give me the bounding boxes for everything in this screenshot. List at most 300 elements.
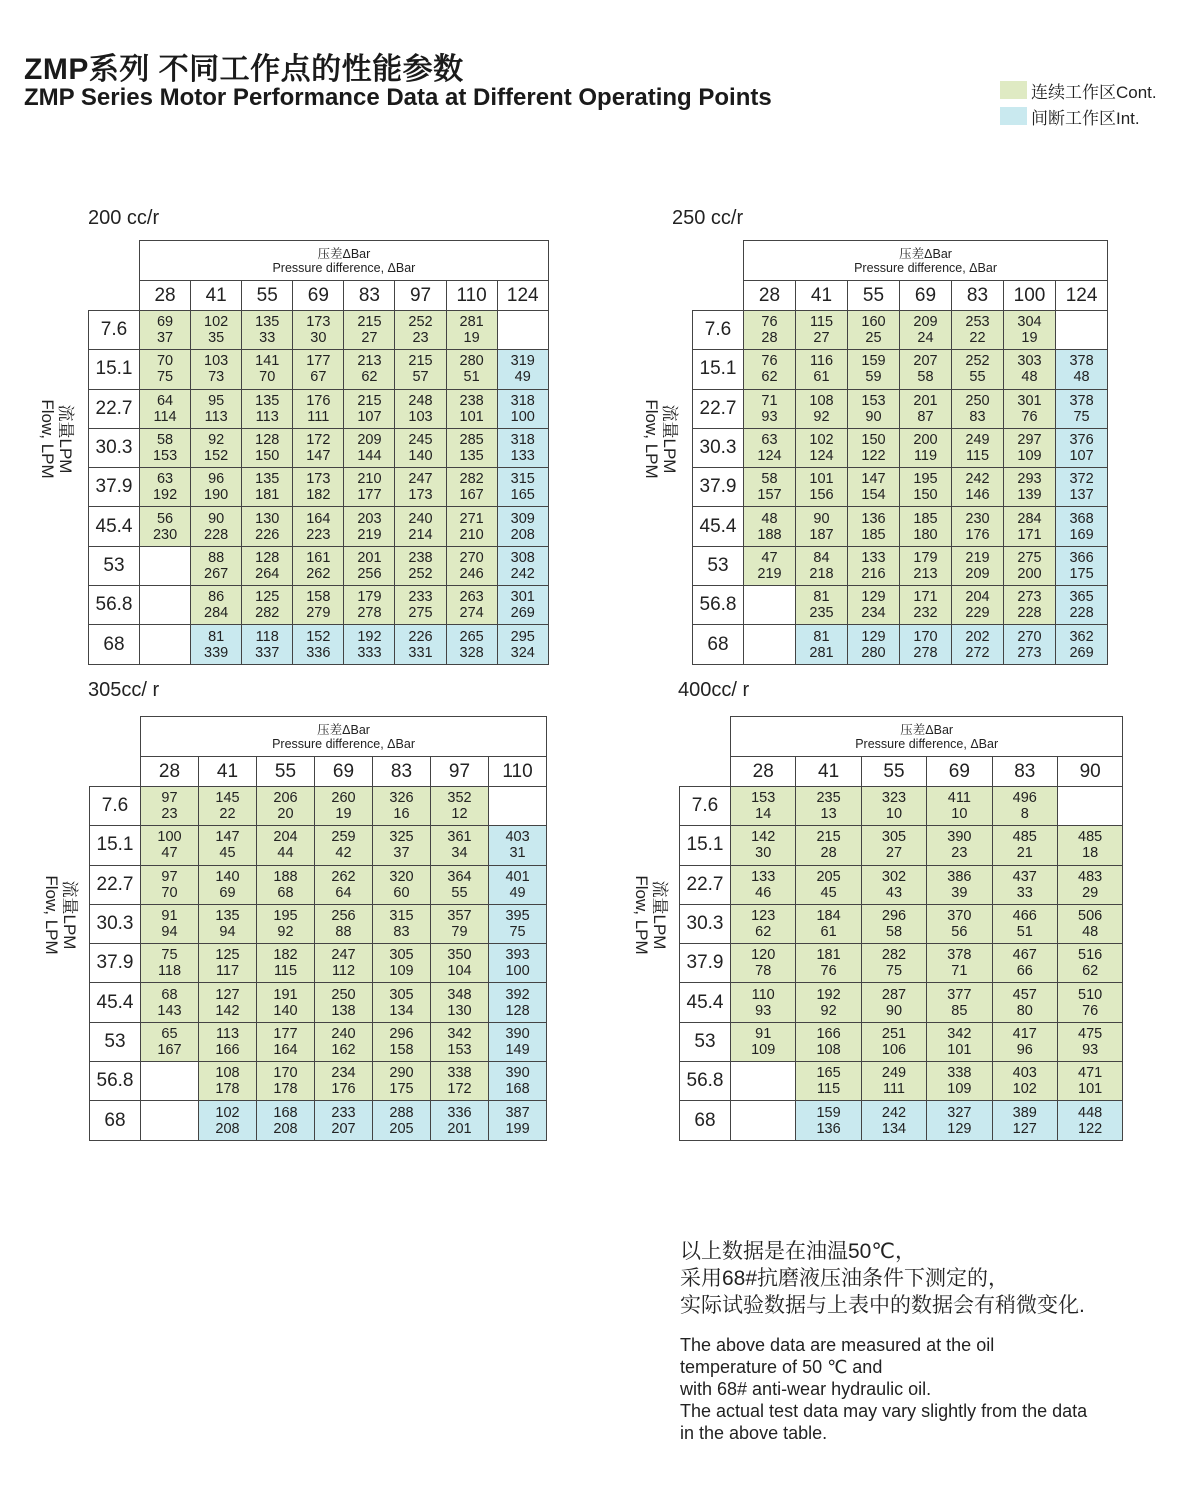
torque-value: 153 — [447, 1041, 472, 1058]
torque-value: 262 — [306, 565, 331, 582]
speed-value: 305 — [389, 947, 414, 964]
flow-value: 7.6 — [89, 311, 140, 350]
speed-value: 133 — [751, 868, 776, 885]
data-cell-cont — [257, 826, 315, 865]
data-cell-cont — [395, 586, 446, 625]
data-cell-cont — [431, 826, 489, 865]
speed-value: 368 — [1069, 510, 1094, 527]
speed-value: 467 — [1012, 947, 1037, 964]
speed-value: 204 — [273, 829, 298, 846]
speed-value: 102 — [809, 432, 834, 449]
speed-value: 179 — [357, 589, 382, 606]
torque-value: 229 — [965, 605, 990, 622]
speed-value: 248 — [408, 392, 433, 409]
speed-value: 128 — [255, 432, 280, 449]
speed-value: 206 — [273, 790, 298, 807]
flow-axis-label — [630, 845, 670, 985]
torque-value: 187 — [809, 526, 834, 543]
speed-value: 88 — [208, 549, 225, 566]
performance-table — [692, 240, 1108, 665]
speed-value: 357 — [447, 908, 472, 925]
torque-value: 178 — [273, 1081, 298, 1098]
torque-value: 175 — [1069, 565, 1094, 582]
speed-value: 250 — [965, 392, 990, 409]
data-cell-cont — [199, 1062, 257, 1101]
speed-value: 496 — [1012, 790, 1037, 807]
data-cell-int — [848, 625, 900, 664]
empty-cell — [497, 311, 548, 350]
data-cell-cont — [900, 586, 952, 625]
data-cell-cont — [373, 826, 431, 865]
flow-value: 30.3 — [89, 428, 140, 467]
data-cell-cont — [257, 904, 315, 943]
torque-value: 19 — [463, 330, 480, 347]
speed-value: 153 — [861, 392, 886, 409]
torque-value: 235 — [809, 605, 834, 622]
data-cell-cont — [191, 350, 242, 389]
data-cell-cont — [257, 865, 315, 904]
empty-cell — [141, 1101, 199, 1140]
torque-value: 90 — [865, 408, 882, 425]
speed-value: 101 — [809, 471, 834, 488]
speed-value: 290 — [389, 1065, 414, 1082]
torque-value: 92 — [813, 408, 830, 425]
speed-value: 411 — [947, 790, 971, 807]
torque-value: 31 — [509, 845, 526, 862]
torque-value: 328 — [459, 644, 484, 661]
torque-value: 115 — [273, 963, 298, 980]
data-cell-cont — [796, 428, 848, 467]
data-cell-cont — [1004, 468, 1056, 507]
header-row-pressures — [89, 281, 549, 311]
flow-value: 30.3 — [90, 904, 141, 943]
torque-value: 175 — [389, 1081, 414, 1098]
torque-value: 27 — [813, 330, 830, 347]
torque-value: 93 — [755, 1002, 772, 1019]
data-cell-cont — [731, 904, 796, 943]
data-cell-cont — [431, 1062, 489, 1101]
pressure-value: 83 — [952, 281, 1004, 311]
speed-value: 213 — [357, 353, 382, 370]
table-row — [90, 826, 547, 865]
flow-label-cn: 流量LPM — [60, 880, 79, 950]
data-cell-cont — [992, 787, 1057, 826]
torque-value: 143 — [157, 1002, 182, 1019]
empty-cell — [140, 625, 191, 664]
speed-value: 280 — [459, 353, 484, 370]
torque-value: 156 — [809, 487, 834, 504]
torque-value: 111 — [307, 408, 330, 425]
speed-value: 265 — [459, 628, 484, 645]
torque-value: 234 — [861, 605, 886, 622]
data-cell-int — [992, 1101, 1057, 1140]
torque-value: 134 — [389, 1002, 414, 1019]
performance-table — [679, 716, 1123, 1141]
torque-value: 34 — [451, 845, 468, 862]
speed-value: 97 — [161, 868, 178, 885]
speed-value: 342 — [447, 1025, 472, 1042]
speed-value: 238 — [459, 392, 484, 409]
torque-value: 70 — [259, 369, 276, 386]
data-cell-cont — [992, 944, 1057, 983]
pressure-value: 90 — [1057, 757, 1122, 787]
speed-value: 263 — [459, 589, 484, 606]
data-cell-cont — [1057, 865, 1122, 904]
flow-value: 45.4 — [89, 507, 140, 546]
header-corner — [693, 241, 744, 281]
torque-value: 188 — [757, 526, 782, 543]
flow-value: 45.4 — [680, 983, 731, 1022]
data-cell-int — [489, 865, 547, 904]
torque-value: 228 — [1017, 605, 1042, 622]
pressure-value: 41 — [796, 757, 861, 787]
data-cell-cont — [344, 507, 395, 546]
note-cn-line: 以上数据是在油温50℃， — [680, 1240, 916, 1263]
speed-value: 483 — [1078, 868, 1103, 885]
speed-value: 150 — [861, 432, 886, 449]
speed-value: 366 — [1069, 549, 1094, 566]
torque-value: 252 — [408, 565, 433, 582]
note-cn-line: 采用68#抗磨液压油条件下测定的， — [680, 1267, 1010, 1290]
speed-value: 75 — [161, 947, 178, 964]
data-cell-cont — [1004, 507, 1056, 546]
flow-value: 68 — [680, 1101, 731, 1140]
data-cell-cont — [395, 350, 446, 389]
data-cell-int — [861, 1101, 926, 1140]
speed-value: 100 — [157, 829, 182, 846]
speed-value: 160 — [861, 314, 886, 331]
speed-value: 69 — [156, 314, 174, 331]
data-cell-cont — [191, 311, 242, 350]
torque-value: 62 — [1082, 963, 1099, 980]
speed-value: 320 — [389, 868, 414, 885]
speed-value: 115 — [809, 314, 834, 331]
data-cell-cont — [257, 983, 315, 1022]
speed-value: 275 — [1017, 549, 1042, 566]
torque-value: 190 — [204, 487, 229, 504]
torque-value: 269 — [510, 605, 535, 622]
flow-axis-label-text — [42, 875, 78, 954]
speed-value: 282 — [459, 471, 484, 488]
flow-value: 22.7 — [680, 865, 731, 904]
speed-value: 338 — [947, 1065, 972, 1082]
data-cell-cont — [796, 904, 861, 943]
data-cell-cont — [199, 865, 257, 904]
speed-value: 170 — [273, 1065, 298, 1082]
data-cell-cont — [992, 983, 1057, 1022]
data-cell-cont — [141, 944, 199, 983]
torque-value: 75 — [509, 924, 526, 941]
data-cell-int — [497, 468, 548, 507]
torque-value: 273 — [1017, 644, 1042, 661]
table-title: 250 cc/r — [672, 207, 744, 229]
header-corner — [90, 717, 141, 757]
torque-value: 333 — [357, 644, 382, 661]
data-cell-cont — [861, 826, 926, 865]
speed-value: 350 — [447, 947, 472, 964]
torque-value: 136 — [816, 1120, 841, 1137]
header-row-pressures — [90, 757, 547, 787]
speed-value: 76 — [761, 314, 778, 331]
speed-value: 135 — [255, 471, 280, 488]
empty-cell — [489, 787, 547, 826]
data-cell-cont — [446, 586, 497, 625]
data-cell-cont — [1057, 983, 1122, 1022]
speed-value: 393 — [505, 947, 530, 964]
pressure-label-cn: 压差ΔBar — [317, 722, 370, 737]
torque-value: 20 — [277, 806, 294, 823]
torque-value: 208 — [215, 1120, 240, 1137]
table-row — [90, 1062, 547, 1101]
speed-value: 207 — [913, 353, 938, 370]
torque-value: 167 — [459, 487, 484, 504]
speed-value: 315 — [510, 471, 535, 488]
torque-value: 137 — [1069, 487, 1094, 504]
speed-value: 103 — [204, 353, 229, 370]
data-cell-cont — [927, 1062, 992, 1101]
speed-value: 448 — [1078, 1104, 1103, 1121]
pressure-value: 55 — [848, 281, 900, 311]
speed-value: 390 — [947, 829, 972, 846]
flow-label-en: Flow, LPM — [42, 875, 61, 955]
torque-value: 23 — [412, 330, 429, 347]
data-cell-cont — [191, 546, 242, 585]
torque-value: 214 — [408, 526, 433, 543]
torque-value: 92 — [820, 1002, 837, 1019]
data-cell-int — [344, 625, 395, 664]
data-cell-int — [446, 625, 497, 664]
torque-value: 219 — [357, 526, 382, 543]
flow-value: 53 — [90, 1022, 141, 1061]
torque-value: 274 — [459, 605, 484, 622]
torque-value: 37 — [156, 330, 174, 347]
data-cell-cont — [952, 507, 1004, 546]
pressure-value: 41 — [796, 281, 848, 311]
speed-value: 191 — [273, 986, 298, 1003]
torque-value: 87 — [917, 408, 934, 425]
speed-value: 403 — [1012, 1065, 1037, 1082]
table-row — [680, 826, 1123, 865]
torque-value: 140 — [273, 1002, 298, 1019]
page-title-en: ZMP Series Motor Performance Data at Different Operating Points — [24, 84, 772, 111]
table-row — [680, 944, 1123, 983]
speed-value: 386 — [947, 868, 972, 885]
speed-value: 81 — [208, 628, 225, 645]
note-en — [680, 1334, 1087, 1444]
speed-value: 58 — [761, 471, 778, 488]
torque-value: 201 — [447, 1120, 472, 1137]
data-cell-cont — [373, 983, 431, 1022]
speed-value: 171 — [913, 589, 938, 606]
torque-value: 199 — [505, 1120, 530, 1137]
flow-value: 68 — [89, 625, 140, 664]
data-cell-cont — [848, 468, 900, 507]
speed-value: 120 — [751, 947, 776, 964]
speed-value: 390 — [505, 1065, 530, 1082]
speed-value: 219 — [965, 549, 990, 566]
data-cell-int — [489, 983, 547, 1022]
torque-value: 278 — [913, 644, 938, 661]
torque-value: 18 — [1082, 845, 1099, 862]
data-cell-cont — [257, 944, 315, 983]
torque-value: 122 — [861, 448, 886, 465]
data-cell-cont — [900, 507, 952, 546]
torque-value: 8 — [1020, 806, 1029, 823]
data-cell-int — [497, 428, 548, 467]
speed-value: 235 — [816, 790, 841, 807]
speed-value: 159 — [816, 1104, 841, 1121]
data-cell-int — [1056, 428, 1108, 467]
speed-value: 249 — [965, 432, 990, 449]
flow-label-en: Flow, LPM — [632, 875, 651, 955]
torque-value: 171 — [1017, 526, 1042, 543]
flow-value: 56.8 — [89, 586, 140, 625]
torque-value: 59 — [865, 369, 882, 386]
speed-value: 147 — [861, 471, 886, 488]
speed-value: 140 — [215, 868, 240, 885]
speed-value: 270 — [1017, 628, 1042, 645]
empty-cell — [140, 586, 191, 625]
pressure-value: 110 — [489, 757, 547, 787]
speed-value: 485 — [1012, 829, 1037, 846]
data-cell-cont — [900, 389, 952, 428]
speed-value: 135 — [255, 314, 280, 331]
flow-value: 15.1 — [693, 350, 744, 389]
speed-value: 108 — [809, 392, 834, 409]
speed-value: 293 — [1017, 471, 1042, 488]
torque-value: 336 — [306, 644, 331, 661]
torque-value: 88 — [335, 924, 352, 941]
data-cell-cont — [744, 350, 796, 389]
speed-value: 342 — [947, 1025, 972, 1042]
speed-value: 253 — [965, 314, 990, 331]
data-cell-cont — [900, 350, 952, 389]
table-row — [89, 507, 549, 546]
torque-value: 109 — [947, 1081, 972, 1098]
torque-value: 55 — [451, 884, 468, 901]
speed-value: 284 — [1017, 510, 1042, 527]
note-en-line: temperature of 50 ℃ and — [680, 1357, 883, 1377]
data-cell-int — [489, 1062, 547, 1101]
empty-cell — [141, 1062, 199, 1101]
torque-value: 19 — [335, 806, 352, 823]
torque-value: 76 — [1082, 1002, 1099, 1019]
torque-value: 22 — [219, 806, 236, 823]
data-cell-cont — [431, 904, 489, 943]
data-cell-cont — [293, 311, 344, 350]
speed-value: 309 — [510, 510, 535, 527]
header-row-caption — [89, 241, 549, 281]
data-cell-cont — [242, 350, 293, 389]
data-cell-cont — [242, 311, 293, 350]
data-cell-cont — [1004, 428, 1056, 467]
flow-value: 37.9 — [90, 944, 141, 983]
flow-value: 22.7 — [90, 865, 141, 904]
torque-value: 56 — [951, 924, 968, 941]
data-cell-cont — [861, 787, 926, 826]
speed-value: 102 — [215, 1104, 240, 1121]
speed-value: 348 — [447, 986, 472, 1003]
data-cell-cont — [1004, 311, 1056, 350]
torque-value: 264 — [255, 565, 280, 582]
data-cell-cont — [992, 1022, 1057, 1061]
torque-value: 30 — [755, 845, 772, 862]
data-cell-int — [1056, 546, 1108, 585]
data-cell-cont — [861, 1022, 926, 1061]
data-cell-cont — [373, 944, 431, 983]
speed-value: 270 — [459, 549, 484, 566]
pressure-value: 69 — [927, 757, 992, 787]
speed-value: 147 — [215, 829, 240, 846]
data-cell-cont — [199, 904, 257, 943]
flow-axis-label — [40, 845, 80, 985]
header-row-pressures — [693, 281, 1108, 311]
speed-value: 202 — [965, 628, 990, 645]
flow-value: 68 — [693, 625, 744, 664]
data-cell-cont — [992, 826, 1057, 865]
speed-value: 81 — [813, 589, 830, 606]
pressure-value: 100 — [1004, 281, 1056, 311]
flow-axis-label — [640, 369, 680, 509]
torque-value: 157 — [757, 487, 782, 504]
torque-value: 23 — [951, 845, 968, 862]
speed-value: 319 — [510, 353, 535, 370]
torque-value: 232 — [913, 605, 938, 622]
speed-value: 97 — [161, 790, 178, 807]
torque-value: 45 — [820, 884, 837, 901]
data-cell-cont — [796, 865, 861, 904]
torque-value: 130 — [447, 1002, 472, 1019]
speed-value: 282 — [881, 947, 907, 964]
torque-value: 267 — [204, 565, 229, 582]
speed-value: 63 — [156, 471, 174, 488]
torque-value: 279 — [306, 605, 331, 622]
header-row-pressures — [680, 757, 1123, 787]
data-cell-cont — [191, 389, 242, 428]
torque-value: 29 — [1082, 884, 1099, 901]
torque-value: 146 — [965, 487, 990, 504]
speed-value: 152 — [306, 628, 331, 645]
torque-value: 115 — [965, 448, 990, 465]
empty-cell — [744, 625, 796, 664]
speed-value: 352 — [447, 790, 472, 807]
data-cell-cont — [446, 311, 497, 350]
torque-value: 149 — [505, 1041, 530, 1058]
data-cell-cont — [848, 389, 900, 428]
speed-value: 95 — [208, 392, 225, 409]
pressure-value: 124 — [1056, 281, 1108, 311]
data-cell-int — [1004, 625, 1056, 664]
torque-value: 192 — [152, 487, 178, 504]
table-row — [680, 865, 1123, 904]
speed-value: 252 — [408, 314, 433, 331]
data-cell-int — [293, 625, 344, 664]
speed-value: 242 — [881, 1104, 907, 1121]
data-cell-cont — [199, 983, 257, 1022]
data-cell-int — [497, 350, 548, 389]
flow-value: 30.3 — [693, 428, 744, 467]
torque-value: 47 — [161, 845, 178, 862]
speed-value: 173 — [306, 471, 331, 488]
torque-value: 100 — [505, 963, 530, 980]
header-row-caption — [680, 717, 1123, 757]
header-corner — [680, 717, 731, 757]
data-cell-cont — [1004, 389, 1056, 428]
flow-value: 53 — [680, 1022, 731, 1061]
table-row — [89, 625, 549, 664]
data-cell-cont — [446, 389, 497, 428]
data-cell-cont — [315, 865, 373, 904]
